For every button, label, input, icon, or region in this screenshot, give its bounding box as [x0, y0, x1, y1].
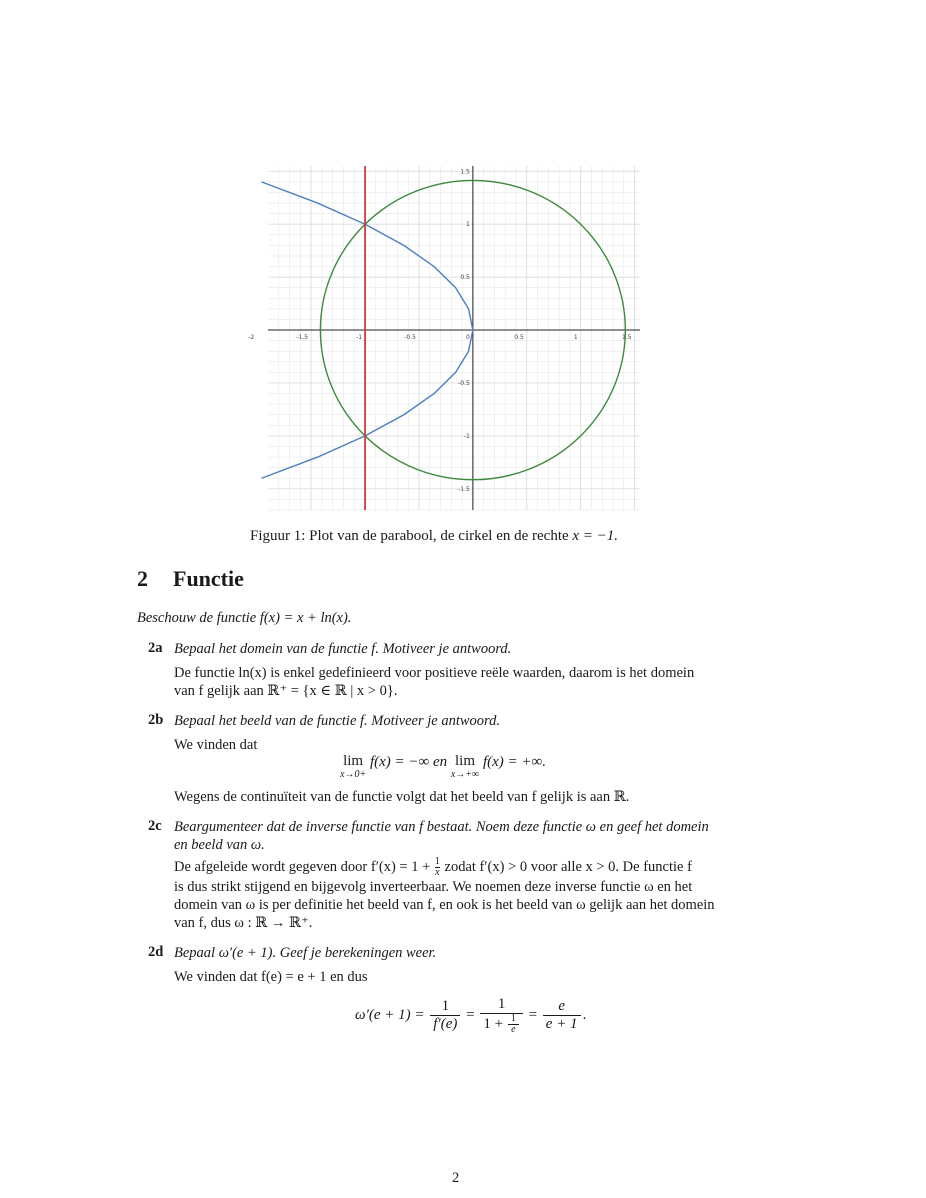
section-heading — [137, 566, 244, 592]
curves — [262, 166, 626, 510]
grid-lines — [268, 166, 640, 510]
intro-paragraph — [137, 609, 351, 627]
fraction-1 — [430, 998, 460, 1033]
equation-end: . — [582, 1006, 587, 1023]
x-tick-label: 1 — [573, 334, 578, 342]
omega-derivative-equation — [355, 996, 586, 1035]
x-tick-label: -1 — [356, 334, 363, 342]
answer-2c-line2: is dus strikt stijgend en bijgevolg inverteerbaar. We noemen deze inverse functie ω en het — [174, 879, 693, 895]
question-2a-text: Bepaal het domein van de functie f. Motiveer je antwoord. — [174, 641, 512, 657]
intro-text: Beschouw de functie — [137, 610, 260, 626]
answer-2c-line1-a: De afgeleide wordt gegeven door f′(x) = 1 + — [174, 858, 431, 875]
equals-3: = — [528, 1006, 538, 1023]
fraction-3-num: e — [543, 998, 581, 1016]
fraction-1-num: 1 — [430, 998, 460, 1016]
limit-1-rest: f(x) = −∞ en — [369, 754, 448, 770]
limit-2-rest: f(x) = +∞. — [482, 754, 546, 770]
x-tick-label: -1.5 — [296, 334, 309, 342]
answer-2a-line1: De functie ln(x) is enkel gedefinieerd voor positieve reële waarden, daarom is het domein — [174, 665, 695, 681]
x-tick-label: 0.5 — [514, 334, 524, 342]
axes — [268, 166, 640, 510]
y-tick-label: 1.5 — [460, 168, 470, 176]
page-number: 2 — [452, 1170, 460, 1186]
question-2b-text: Bepaal het beeld van de functie f. Motiveer je antwoord. — [174, 713, 501, 729]
fraction-2-den-frac-den: e — [511, 1024, 516, 1035]
question-2c-line1: Beargumenteer dat de inverse functie van f bestaat. Noem deze functie ω en geef het domein — [174, 819, 709, 835]
derivative-fraction-den: x — [435, 867, 440, 878]
answer-2c-line3: domein van ω is per definitie het beeld van f, en ook is het beeld van ω gelijk aan het domein — [174, 897, 715, 913]
fraction-2-den-a: 1 + — [483, 1015, 504, 1032]
figure-caption-text: Figuur 1: Plot van de parabool, de cirkel en de rechte — [250, 528, 573, 544]
fraction-2-den — [480, 1014, 522, 1035]
intro-math: f(x) = x + ln(x). — [259, 610, 352, 626]
x-tick-label: 1.5 — [622, 334, 632, 342]
derivative-fraction — [435, 857, 440, 878]
answer-2c-line4: van f, dus ω : ℝ → ℝ⁺. — [174, 915, 313, 931]
fraction-2 — [480, 996, 522, 1035]
section-title: Functie — [173, 566, 244, 591]
question-2c-line2: en beeld van ω. — [174, 837, 265, 853]
fraction-3-den: e + 1 — [545, 1016, 578, 1032]
equals-2: = — [466, 1006, 475, 1023]
limit-2 — [451, 754, 479, 782]
x-tick-label: -0.5 — [404, 334, 416, 342]
fraction-3 — [543, 998, 581, 1033]
answer-2c-line1 — [174, 857, 778, 878]
fraction-2-den-frac — [508, 1014, 519, 1035]
equation-lhs: ω′(e + 1) = — [355, 1006, 425, 1023]
y-tick-label: -0.5 — [458, 379, 470, 387]
y-tick-label: -1.5 — [458, 485, 470, 493]
answer-2b-conclusion: Wegens de continuïteit van de functie volgt dat het beeld van f gelijk is aan ℝ. — [174, 789, 630, 805]
y-tick-label: 1 — [466, 221, 470, 229]
figure-caption-math: x = −1. — [572, 528, 619, 544]
answer-2d-intro: We vinden dat f(e) = e + 1 en dus — [174, 969, 368, 985]
figure-caption — [250, 528, 618, 545]
question-2d-label: 2d — [148, 944, 164, 960]
y-tick-label: -1 — [463, 432, 470, 440]
limit-1-word: lim — [343, 753, 364, 769]
fraction-2-num: 1 — [480, 996, 522, 1014]
limit-1-sub: x→0+ — [340, 769, 367, 780]
y-tick-label: 0.5 — [460, 274, 470, 282]
derivative-fraction-num: 1 — [434, 856, 440, 867]
question-2a-label: 2a — [148, 640, 163, 656]
limit-1 — [340, 754, 366, 782]
x-tick-label: -2 — [248, 334, 255, 342]
x-tick-label: 0 — [466, 334, 470, 342]
figure-plot — [248, 166, 640, 510]
fraction-1-den: f′(e) — [433, 1016, 458, 1032]
section-number: 2 — [137, 566, 148, 591]
limit-equation — [340, 754, 546, 782]
answer-2c-line1-b: zodat f′(x) > 0 voor alle x > 0. De functie f — [444, 858, 692, 875]
answer-2a-line2: van f gelijk aan ℝ⁺ = {x ∈ ℝ | x > 0}. — [174, 683, 398, 699]
answer-2b-intro: We vinden dat — [174, 737, 258, 753]
fraction-2-den-frac-num: 1 — [508, 1014, 519, 1025]
limit-2-word: lim — [455, 753, 476, 769]
question-2c-label: 2c — [148, 818, 162, 834]
question-2b-label: 2b — [148, 712, 164, 728]
limit-2-sub: x→+∞ — [450, 769, 480, 780]
question-2d-text: Bepaal ω′(e + 1). Geef je berekeningen weer. — [174, 945, 437, 961]
